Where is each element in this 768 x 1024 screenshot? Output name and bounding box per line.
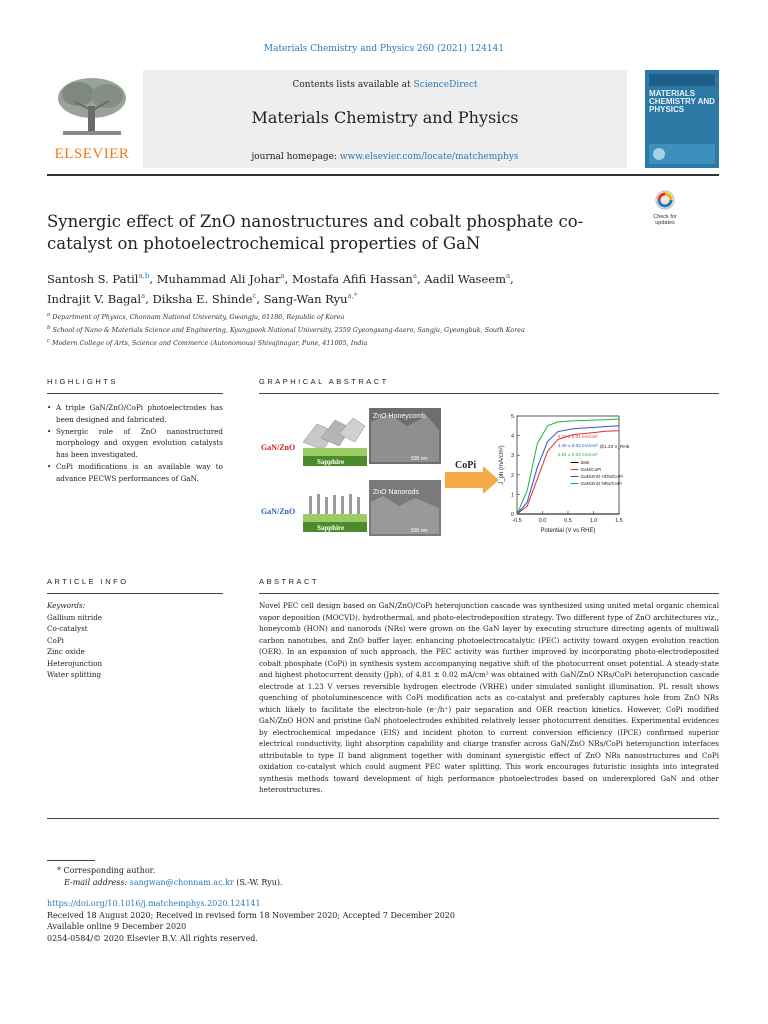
legend-label: GaN/ZnO NRs/CoPi [580,481,622,486]
legend-label: GaN/CoPi [580,467,602,472]
highlights-divider [47,393,223,394]
article-info-divider [47,593,223,594]
author[interactable] [264,292,358,306]
keyword[interactable]: CoPi [47,635,64,645]
jv-chart [499,414,630,534]
check-updates-icon [648,190,682,210]
keyword[interactable]: Heterojunction [47,658,103,668]
homepage-link[interactable]: www.elsevier.com/locate/matchemphys [339,152,519,162]
journal-title: Materials Chemistry and Physics [251,108,519,127]
footnotes [47,865,447,889]
author[interactable] [47,272,149,286]
abstract-heading: ABSTRACT [259,577,320,586]
corresponding-text: Corresponding author. [63,866,156,875]
y-tick-label: 4 [510,433,514,440]
author-list [47,268,667,308]
author-affil-mark[interactable]: a [412,272,418,280]
chart-annotation: 4.46 ± 0.02 mA/cm² [557,443,598,448]
x-tick-label: 0.0 [538,518,547,524]
y-tick-label: 3 [510,453,514,460]
publisher-name: ELSEVIER [54,146,130,162]
publication-info [47,898,647,944]
publisher-logo [47,70,137,168]
scale-label-top: 500 nm [411,456,428,462]
email-link[interactable]: sangwan@chonnam.ac.kr [129,878,234,887]
y-tick-label: 2 [510,472,514,479]
author-name: Santosh S. Patil [47,271,139,286]
graphical-abstract-figure [259,402,719,540]
scale-label-bottom: 500 nm [411,528,428,534]
keyword[interactable]: Water splitting [47,670,102,679]
highlights-list [47,402,223,485]
affiliation-text: School of Nano & Materials Science and Engineering, Kyungpook National University, 2559 Gyeongsang-daero, Sangju, Gyeongbuk, South Korea [52,326,525,335]
homepage-line [143,152,627,162]
author-sep: , [256,291,264,306]
contents-line [143,80,627,90]
graphical-abstract-heading: GRAPHICAL ABSTRACT [259,377,389,386]
doi-link[interactable]: https://doi.org/10.1016/j.matchemphys.2020.124141 [47,899,261,908]
gan-layer [303,514,367,522]
journal-citation[interactable]: Materials Chemistry and Physics 260 (2021) 124141 [263,44,505,54]
author-affil-mark[interactable]: a [280,272,285,280]
keyword[interactable]: Gallium nitride [47,612,103,622]
journal-cover[interactable] [645,70,719,168]
journal-info-box [143,70,627,168]
abstract-bottom-divider [47,818,719,819]
series-line [517,426,619,514]
tree-logo-icon [53,76,131,136]
keywords-label: Keywords: [47,601,86,610]
x-axis-label: Potential (V vs RHE) [540,528,596,534]
email-suffix: (S.-W. Ryu). [236,878,283,887]
author-sep: , [145,291,153,306]
affiliation-text: Department of Physics, Chonnam National University, Gwangju, 61186, Republic of Korea [52,313,345,322]
highlight-item: • CoPi modifications is an available way to advance PECWS performances of GaN. [47,461,223,485]
asterisk-icon: * [57,866,61,875]
substrate-label-top: Sapphire [317,458,345,466]
x-tick-label: 1.5 [615,518,623,524]
copyright: 0254-0584/© 2020 Elsevier B.V. All rights reserved. [47,933,258,943]
author-sep: , [149,271,157,286]
author-name: Sang-Wan Ryu [263,291,348,306]
affiliation-text: Modern College of Arts, Science and Commerce (Autonomous) Shivajinagar, Pune, 411005, India [52,339,368,348]
abstract-text: Novel PEC cell design based on GaN/ZnO/CoPi heterojunction cascade was synthesized using united metal organic chemical vapor deposition (MOCVD), hydrothermal, and photo-electrodeposition strategy. Two different type of ZnO architectures viz., honeycomb (HON) and nanorods (NRs) were grown on the GaN layer by executing structure directing agents of multiwall carbon nanotubes, and ZnO buffer layer, enhancing photoelectrocatalytic (PEC) activity toward oxygen evolution reaction (OER). In an expansion of such approach, the PEC activity was further improved by incorporating photo-electrodeposited cobalt phosphate (CoPi) in synthesis system accompanying negative shift of the photocurrent onset potential. A steady-state and highest photocurrent density (Jph), of 4.81 ± 0.02 mA/cm² was obtained with GaN/ZnO NRs/CoPi heterojunction cascade electrode at 1.23 V verses reversible hydrogen electrode (VRHE) under simulated sunlight illumination. PL result shows quenching of photoluminescence with CoPi modification acts as co-catalyst and preferably captures hole from ZnO NRs which likely to facilitate the electron-hole (e⁻/h⁺) pair separation and OER reaction kinetics. However, CoPi modified GaN/ZnO HON and pristine GaN photoelectrodes exhibited relatively lesser photocurrent densities. Experimental evidences by electrochemical impedance (EIS) and incident photon to current conversion efficiency (IPCE) confirmed superior electrical conductivity, light absorption capability and charge transfer across GaN/ZnO NRs/CoPi heterojunction interfaces attributable to type II band alignment together with dominant synergistic effect of ZnO NRs nanostructures and CoPi oxidation co-catalyst which could augment PEC water splitting. This work encourages futuristic insights into integrated synthesis methods toward development of high performance photoelectrodes based on underexplored GaN and other heterostructures. [259,601,719,794]
header-divider [47,174,719,176]
chart-annotation: 4.22 ± 0.01 mA/cm² [557,434,598,439]
y-tick-label: 5 [510,414,514,420]
author-affil-mark[interactable]: a [141,291,146,300]
author-sep: , [510,271,514,286]
author-affil-mark[interactable]: a [505,272,511,280]
legend-label: GaN/ZnO HON/CoPi [580,474,623,479]
ga-label-bottom: GaN/ZnO [261,507,296,516]
affiliation-mark: c [47,338,50,345]
cover-band-icon [649,74,715,86]
author-name: Aadil Waseem [424,271,506,286]
author-affil-mark[interactable]: c [252,291,257,300]
graphical-abstract-divider [259,393,719,394]
author-name: Mostafa Afifi Hassan [291,271,413,286]
journal-header [47,70,719,168]
y-axis-label: J_ph (mA/cm²) [499,445,505,485]
homepage-prefix: journal homepage: [251,152,340,162]
substrate-label-bottom: Sapphire [317,524,345,532]
arrow-label: CoPi [455,460,477,471]
check-updates-line2: updates [655,220,675,226]
cover-title: MATERIALS CHEMISTRY AND PHYSICS [649,89,715,114]
abstract-divider [259,593,719,594]
sem-label-bottom: ZnO Nanorods [373,489,419,496]
author-name: Indrajit V. Bagal [47,291,141,306]
x-tick-label: 1.0 [589,518,598,524]
author[interactable] [153,292,257,306]
author-name: Diksha E. Shinde [152,291,253,306]
author[interactable] [47,292,145,306]
zno-nanorods [309,494,360,514]
y-tick-label: 0 [510,512,514,518]
footnote-divider [47,860,95,861]
email-note [47,877,447,889]
author[interactable] [292,272,417,286]
sem-label-top: ZnO Honeycomb [373,413,426,420]
contents-prefix: Contents lists available at [292,80,414,90]
author-affil-mark[interactable]: a,b [138,272,150,280]
affiliations [47,310,727,349]
author-name: Muhammad Ali Johar [156,271,281,286]
corresponding-note [47,865,447,877]
graphical-abstract[interactable] [259,402,719,540]
check-updates-line1: Check for [653,214,677,220]
gan-layer [303,448,367,456]
received-dates: Received 18 August 2020; Received in revised form 18 November 2020; Accepted 7 December 2020 [47,910,455,920]
article-info-heading: ARTICLE INFO [47,577,129,586]
chart-annotation: @1.23 V_RHE [599,444,630,449]
check-for-updates-button[interactable] [648,190,682,230]
cover-graphic-icon [649,144,715,164]
x-tick-label: 0.5 [564,518,572,524]
ga-label-top: GaN/ZnO [261,443,296,452]
highlight-item: • A triple GaN/ZnO/CoPi photoelectrodes has been designed and fabricated. [47,402,223,426]
email-label: E-mail address: [64,878,128,887]
author-sep: , [417,271,425,286]
chart-annotation: 4.81 ± 0.02 mA/cm² [557,452,598,457]
check-updates-label [648,214,682,226]
highlight-item: • Synergic role of ZnO nanostructured morphology and oxygen evolution catalysts has been investigated. [47,426,223,461]
affiliation [47,323,727,336]
highlights-heading: HIGHLIGHTS [47,377,118,386]
article-title: Synergic effect of ZnO nanostructures and cobalt phosphate co-catalyst on photoelectrochemical properties of GaN [47,212,584,253]
keyword[interactable]: Zinc oxide [47,647,85,656]
sciencedirect-link[interactable]: ScienceDirect [413,80,478,90]
keywords [47,600,223,681]
author[interactable] [424,272,510,286]
x-tick-label: -0.5 [512,518,522,524]
affiliation [47,336,727,349]
affiliation [47,310,727,323]
author-sep: , [284,271,292,286]
author-affil-mark[interactable]: a,* [347,291,358,300]
y-tick-label: 1 [510,492,514,499]
keyword[interactable]: Co-catalyst [47,624,88,633]
author[interactable] [157,272,285,286]
affiliation-mark: a [47,312,51,318]
legend-label: dark [580,460,590,465]
affiliation-mark: b [47,325,51,332]
available-online: Available online 9 December 2020 [47,922,187,931]
